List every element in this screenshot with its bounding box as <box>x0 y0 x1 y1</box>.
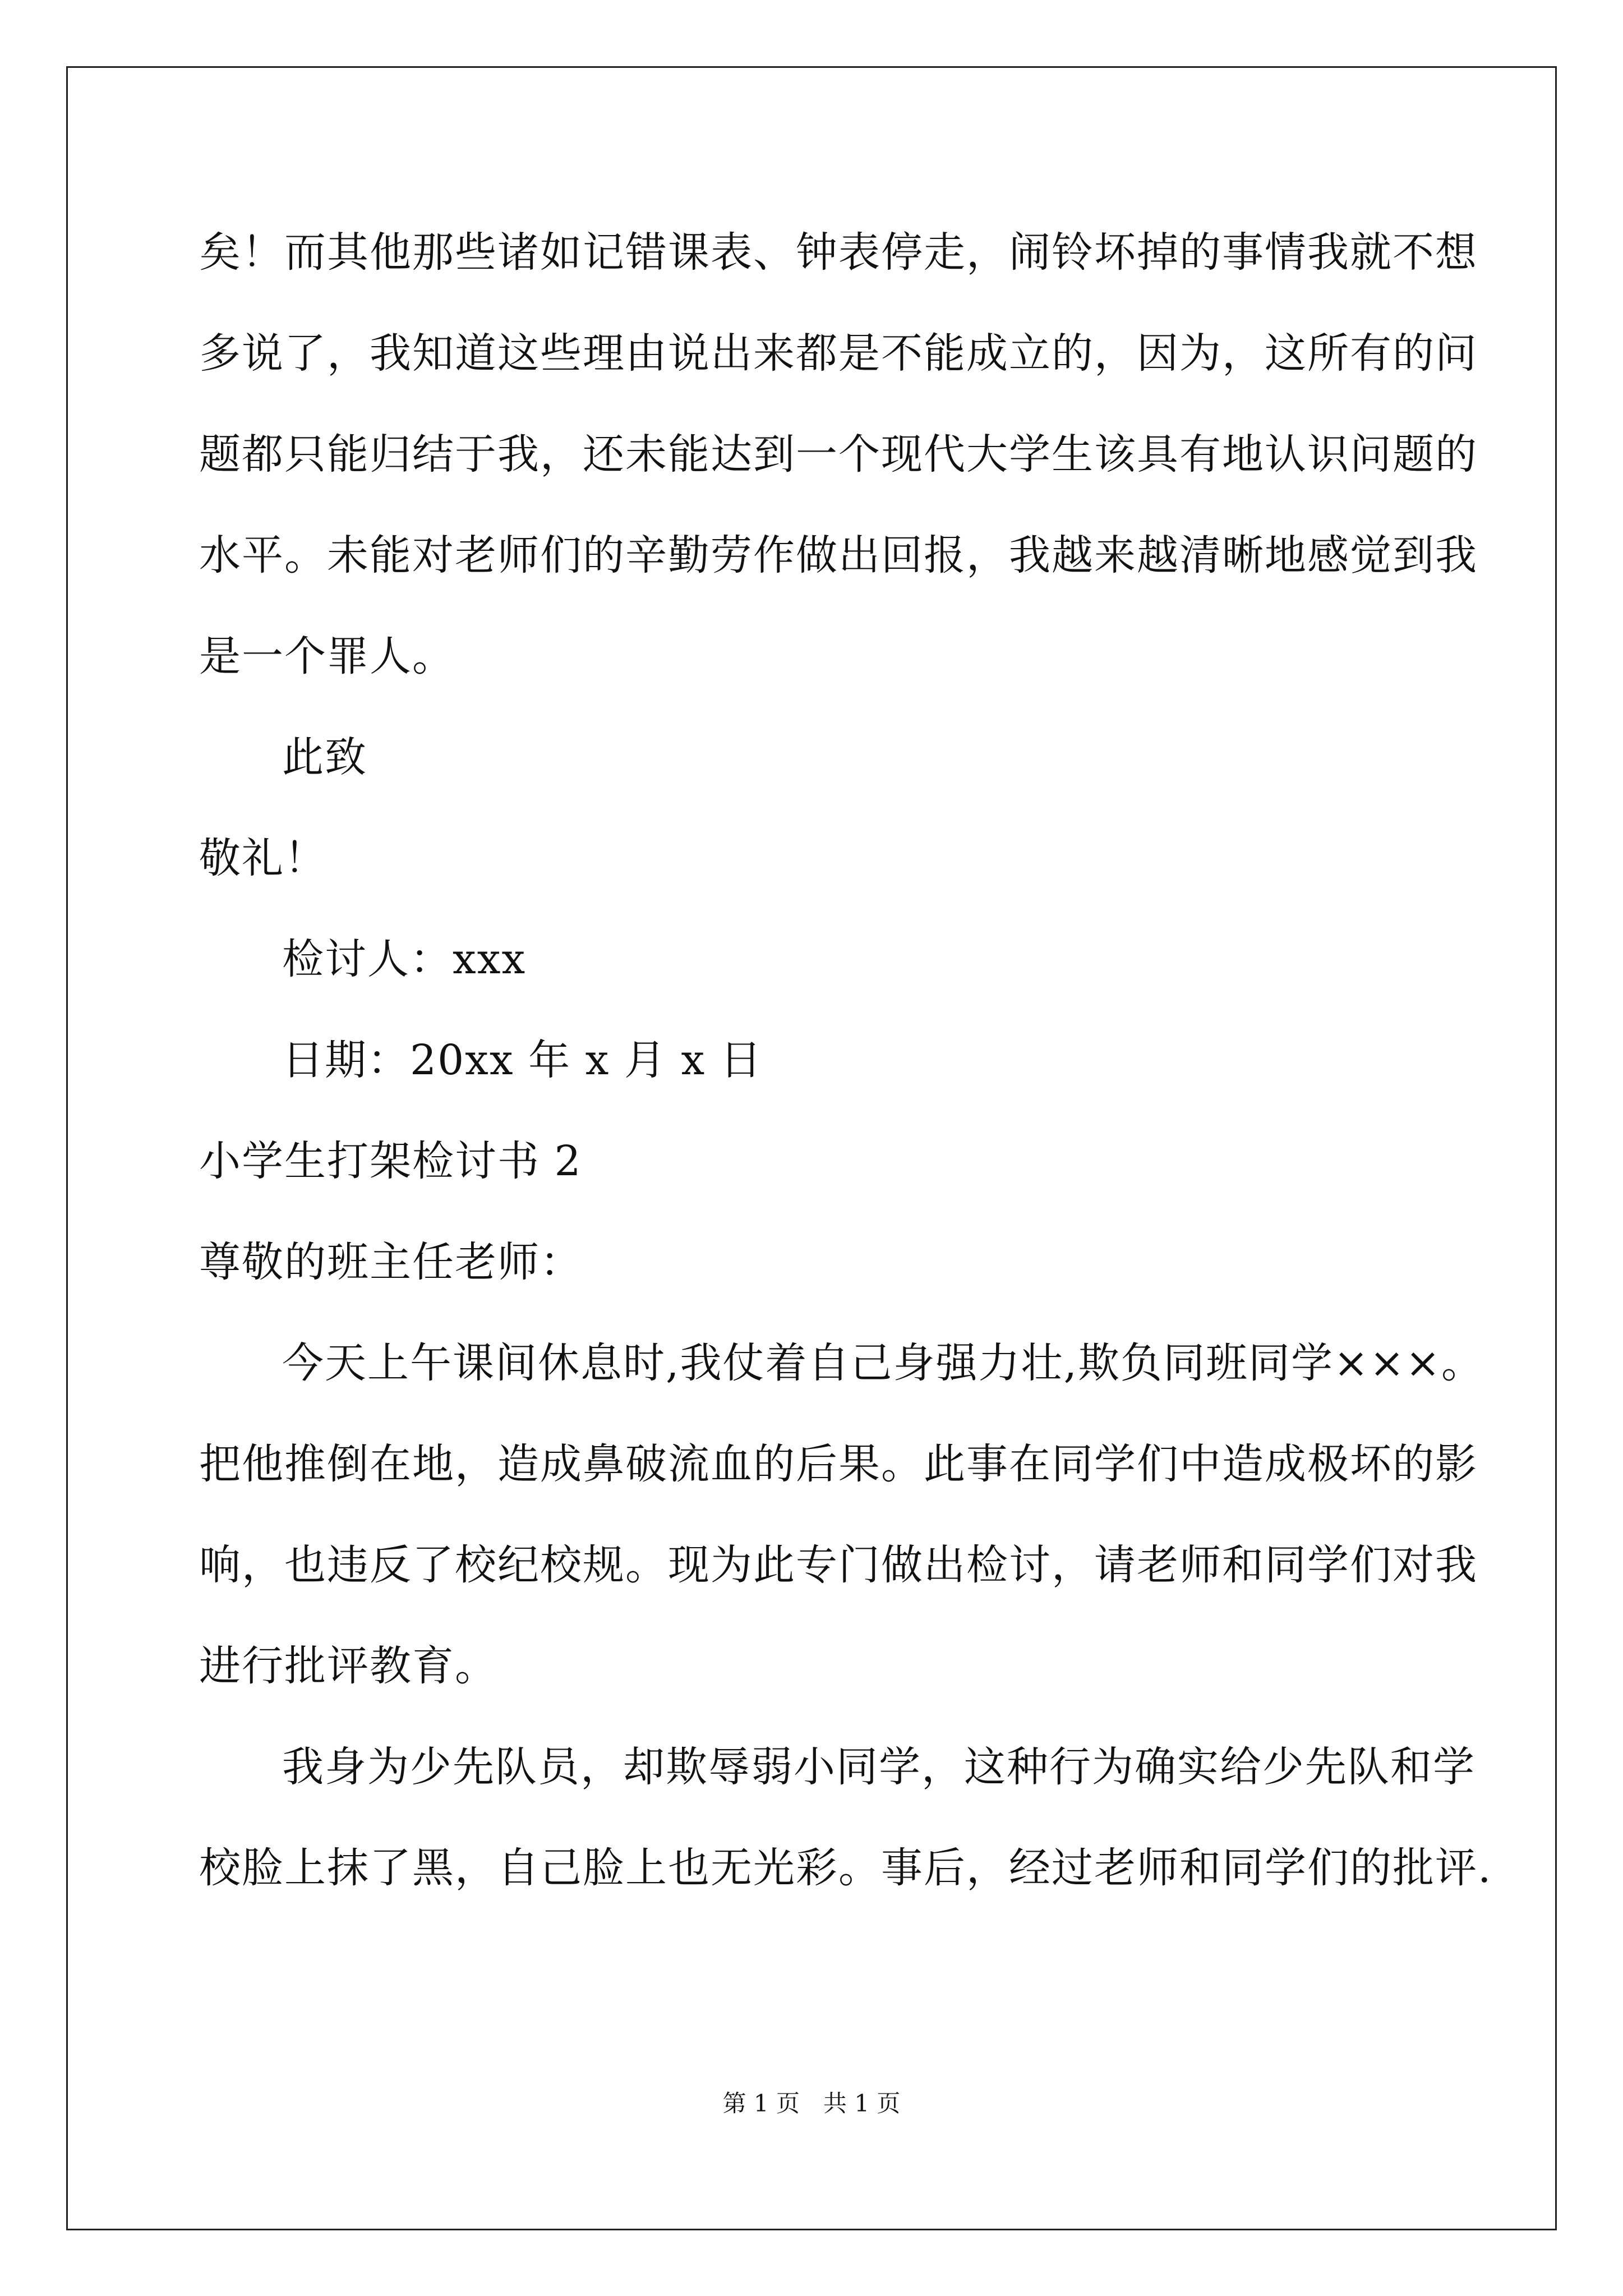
signature-line: 检讨人：xxx <box>282 935 527 983</box>
salutation-respect: 敬礼！ <box>199 834 327 882</box>
paragraph-line: 今天上午课间休息时,我仗着自己身强力壮,欺负同班同学×××。 <box>282 1339 1484 1387</box>
paragraph-line: 校脸上抹了黑，自己脸上也无光彩。事后，经过老师和同学们的批评. <box>199 1844 1492 1892</box>
paragraph-line: 多说了，我知道这些理由说出来都是不能成立的，因为，这所有的问 <box>199 329 1478 378</box>
paragraph-line: 响，也违反了校纪校规。现为此专门做出检讨，请老师和同学们对我 <box>199 1541 1478 1589</box>
section-title: 小学生打架检讨书 2 <box>199 1137 582 1185</box>
paragraph-line: 是一个罪人。 <box>199 632 455 680</box>
paragraph-line: 水平。未能对老师们的辛勤劳作做出回报，我越来越清晰地感觉到我 <box>199 531 1478 579</box>
salutation-closing: 此致 <box>282 733 367 781</box>
date-line: 日期：20xx 年 x 月 x 日 <box>282 1036 763 1084</box>
paragraph-line: 题都只能归结于我，还未能达到一个现代大学生该具有地认识问题的 <box>199 430 1478 478</box>
paragraph-line: 我身为少先队员，却欺辱弱小同学，这种行为确实给少先队和学 <box>282 1743 1476 1791</box>
page-number-footer: 第 1 页 共 1 页 <box>722 2090 901 2117</box>
paragraph-line: 把他推倒在地，造成鼻破流血的后果。此事在同学们中造成极坏的影 <box>199 1440 1478 1488</box>
greeting: 尊敬的班主任老师： <box>199 1238 583 1286</box>
paragraph-line: 矣！而其他那些诸如记错课表、钟表停走，闹铃坏掉的事情我就不想 <box>199 228 1478 277</box>
paragraph-line: 进行批评教育。 <box>199 1642 497 1690</box>
